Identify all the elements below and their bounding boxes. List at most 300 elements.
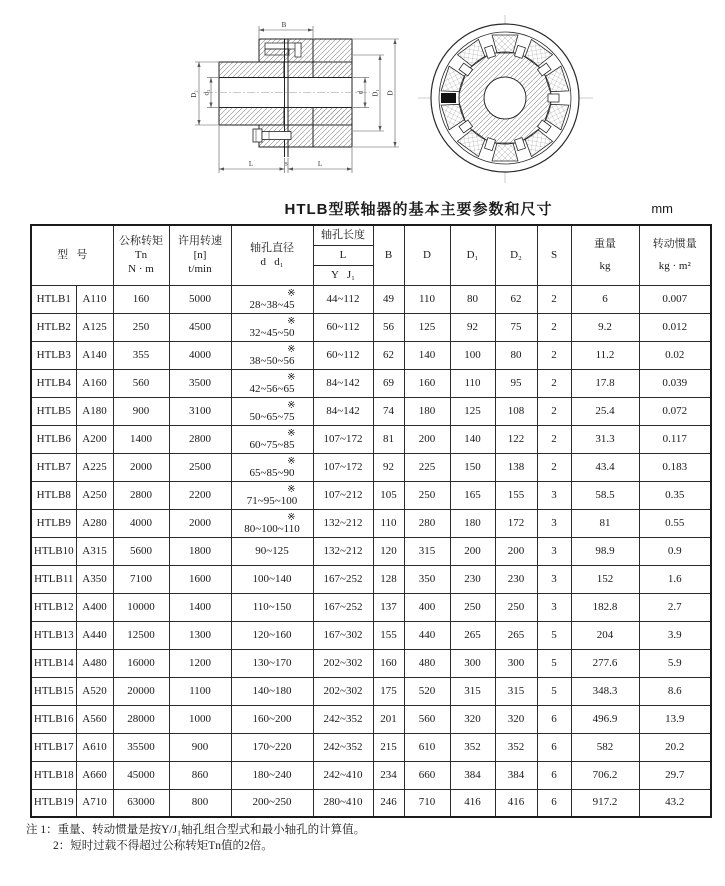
cell-bore-length: 280~410	[313, 789, 373, 817]
cell-B: 137	[373, 593, 404, 621]
cell-S: 3	[537, 593, 571, 621]
cell-bore-diameter: ※ 32~45~50	[231, 313, 313, 341]
cell-model: HTLB3	[31, 341, 76, 369]
cell-S: 2	[537, 313, 571, 341]
cell-S: 3	[537, 481, 571, 509]
cell-D: 250	[404, 481, 450, 509]
cell-D2: 80	[495, 341, 537, 369]
cell-inertia: 0.183	[639, 453, 711, 481]
cell-torque: 63000	[113, 789, 169, 817]
header-torque-line: N · m	[128, 263, 154, 276]
cell-weight: 204	[571, 621, 639, 649]
cell-B: 56	[373, 313, 404, 341]
cell-inertia: 0.012	[639, 313, 711, 341]
header-torque-line: Tn	[134, 249, 148, 262]
cell-model: HTLB2	[31, 313, 76, 341]
cell-S: 2	[537, 341, 571, 369]
cell-bore-length: 107~172	[313, 453, 373, 481]
cell-speed: 1200	[169, 649, 231, 677]
cell-model: HTLB5	[31, 397, 76, 425]
cell-D1: 92	[450, 313, 495, 341]
cell-D1: 180	[450, 509, 495, 537]
cell-bore-diameter: 130~170	[231, 649, 313, 677]
cell-inertia: 0.35	[639, 481, 711, 509]
dim-label-D: D	[386, 90, 395, 96]
cell-speed: 2500	[169, 453, 231, 481]
table-row	[31, 397, 711, 425]
cell-B: 128	[373, 565, 404, 593]
cell-D1: 125	[450, 397, 495, 425]
header-D: D	[404, 225, 450, 285]
header-S: S	[537, 225, 571, 285]
unit-label: mm	[651, 201, 673, 216]
cell-model: HTLB18	[31, 761, 76, 789]
cell-weight: 152	[571, 565, 639, 593]
cell-weight: 348.3	[571, 677, 639, 705]
cell-torque: 45000	[113, 761, 169, 789]
table-row	[31, 649, 711, 677]
table-row	[31, 565, 711, 593]
cell-bore-length: 60~112	[313, 341, 373, 369]
cell-B: 201	[373, 705, 404, 733]
cell-D: 560	[404, 705, 450, 733]
header-inertia	[639, 225, 711, 285]
note-line-2: 2：短时过载不得超过公称转矩Tn值的2倍。	[53, 840, 273, 852]
cell-bore-length: 132~212	[313, 537, 373, 565]
header-bore-diameter-line: d d₁	[260, 256, 284, 269]
cell-weight: 917.2	[571, 789, 639, 817]
header-speed-line: [n]	[193, 249, 207, 262]
cell-D1: 140	[450, 425, 495, 453]
reference-mark: ※	[287, 399, 296, 411]
cell-S: 3	[537, 537, 571, 565]
header-bore-length-YJ1: Y J₁	[313, 265, 373, 285]
cell-B: 69	[373, 369, 404, 397]
cell-weight: 25.4	[571, 397, 639, 425]
cell-weight: 9.2	[571, 313, 639, 341]
cell-size: A200	[76, 425, 113, 453]
cell-size: A710	[76, 789, 113, 817]
header-speed-line: 许用转速	[178, 235, 222, 248]
cell-S: 2	[537, 369, 571, 397]
table-row	[31, 761, 711, 789]
cell-D: 480	[404, 649, 450, 677]
cell-model: HTLB17	[31, 733, 76, 761]
cell-bore-diameter: ※ 80~100~110	[231, 509, 313, 537]
cell-model: HTLB11	[31, 565, 76, 593]
cell-D: 440	[404, 621, 450, 649]
page-title: HTLB型联轴器的基本主要参数和尺寸	[284, 201, 553, 218]
cell-D: 280	[404, 509, 450, 537]
cell-size: A110	[76, 285, 113, 313]
cell-D1: 300	[450, 649, 495, 677]
cell-bore-diameter: 180~240	[231, 761, 313, 789]
cell-size: A520	[76, 677, 113, 705]
cell-size: A140	[76, 341, 113, 369]
cell-D1: 100	[450, 341, 495, 369]
cell-size: A250	[76, 481, 113, 509]
cell-D2: 250	[495, 593, 537, 621]
cell-D1: 320	[450, 705, 495, 733]
cell-bore-length: 107~172	[313, 425, 373, 453]
cell-inertia: 0.02	[639, 341, 711, 369]
cell-bore-diameter: ※ 50~65~75	[231, 397, 313, 425]
cell-bore-length: 167~302	[313, 621, 373, 649]
cell-D: 610	[404, 733, 450, 761]
cell-S: 2	[537, 397, 571, 425]
dim-label-d1: d₁	[202, 89, 211, 96]
cell-D1: 110	[450, 369, 495, 397]
cell-model: HTLB9	[31, 509, 76, 537]
cell-size: A440	[76, 621, 113, 649]
reference-mark: ※	[287, 427, 296, 439]
cell-bore-length: 202~302	[313, 677, 373, 705]
cell-D: 350	[404, 565, 450, 593]
cell-size: A560	[76, 705, 113, 733]
cell-bore-diameter: ※ 60~75~85	[231, 425, 313, 453]
cell-D2: 108	[495, 397, 537, 425]
cell-model: HTLB15	[31, 677, 76, 705]
cell-B: 175	[373, 677, 404, 705]
cell-weight: 277.6	[571, 649, 639, 677]
cell-D1: 315	[450, 677, 495, 705]
cell-torque: 160	[113, 285, 169, 313]
cell-D: 110	[404, 285, 450, 313]
cell-weight: 496.9	[571, 705, 639, 733]
cell-model: HTLB6	[31, 425, 76, 453]
cell-bore-length: 242~352	[313, 733, 373, 761]
cell-D2: 62	[495, 285, 537, 313]
header-torque	[113, 225, 169, 285]
cell-S: 3	[537, 565, 571, 593]
cell-D2: 95	[495, 369, 537, 397]
cell-torque: 16000	[113, 649, 169, 677]
cell-weight: 582	[571, 733, 639, 761]
cell-D2: 315	[495, 677, 537, 705]
cell-model: HTLB4	[31, 369, 76, 397]
reference-mark: ※	[287, 315, 296, 327]
cell-model: HTLB1	[31, 285, 76, 313]
header-speed-line: t/min	[188, 263, 212, 276]
cell-bore-diameter: 200~250	[231, 789, 313, 817]
header-D2: D₂	[495, 225, 537, 285]
cell-S: 6	[537, 733, 571, 761]
cell-size: A125	[76, 313, 113, 341]
cell-speed: 4000	[169, 341, 231, 369]
cell-speed: 3500	[169, 369, 231, 397]
title-row	[0, 198, 725, 224]
cell-B: 215	[373, 733, 404, 761]
cell-D: 710	[404, 789, 450, 817]
reference-mark: ※	[287, 371, 296, 383]
dim-label-B: B	[281, 21, 287, 29]
cell-weight: 17.8	[571, 369, 639, 397]
cell-torque: 35500	[113, 733, 169, 761]
note-line-1: 注 1：重量、转动惯量是按Y/J₁轴孔组合型式和最小轴孔的计算值。	[26, 824, 366, 836]
cell-model: HTLB10	[31, 537, 76, 565]
reference-mark: ※	[287, 287, 296, 299]
cell-weight: 98.9	[571, 537, 639, 565]
reference-mark: ※	[287, 483, 296, 495]
cell-D2: 320	[495, 705, 537, 733]
header-model: 型 号	[31, 225, 113, 285]
cell-bore-length: 60~112	[313, 313, 373, 341]
cell-D1: 150	[450, 453, 495, 481]
header-bore-diameter-line: 轴孔直径	[250, 242, 294, 255]
cell-torque: 28000	[113, 705, 169, 733]
table-row	[31, 369, 711, 397]
table-row	[31, 621, 711, 649]
cell-speed: 860	[169, 761, 231, 789]
cell-S: 3	[537, 509, 571, 537]
header-bore-length: 轴孔长度	[313, 225, 373, 245]
cell-D2: 200	[495, 537, 537, 565]
cell-speed: 1100	[169, 677, 231, 705]
header-inertia-line: 转动惯量	[652, 238, 697, 251]
cell-size: A660	[76, 761, 113, 789]
cell-model: HTLB16	[31, 705, 76, 733]
cell-bore-diameter: 90~125	[231, 537, 313, 565]
cell-model: HTLB12	[31, 593, 76, 621]
header-weight-line: kg	[599, 260, 611, 273]
cell-D1: 416	[450, 789, 495, 817]
cell-inertia: 0.039	[639, 369, 711, 397]
cell-D2: 300	[495, 649, 537, 677]
cell-bore-length: 132~212	[313, 509, 373, 537]
header-weight-line: 重量	[594, 238, 616, 251]
table-header	[31, 225, 711, 285]
cell-size: A160	[76, 369, 113, 397]
cell-weight: 6	[571, 285, 639, 313]
cell-S: 2	[537, 425, 571, 453]
cell-B: 120	[373, 537, 404, 565]
cell-speed: 5000	[169, 285, 231, 313]
cell-D1: 265	[450, 621, 495, 649]
table-row	[31, 677, 711, 705]
cell-size: A315	[76, 537, 113, 565]
cell-D2: 172	[495, 509, 537, 537]
cell-torque: 10000	[113, 593, 169, 621]
cell-bore-length: 44~112	[313, 285, 373, 313]
reference-mark: ※	[287, 511, 296, 523]
cell-D1: 352	[450, 733, 495, 761]
header-torque-line: 公称转矩	[119, 235, 163, 248]
cell-D: 125	[404, 313, 450, 341]
cell-D: 140	[404, 341, 450, 369]
cell-D1: 200	[450, 537, 495, 565]
cell-bore-diameter: 160~200	[231, 705, 313, 733]
cell-D2: 352	[495, 733, 537, 761]
spec-table	[30, 224, 712, 818]
cell-inertia: 0.9	[639, 537, 711, 565]
cell-torque: 900	[113, 397, 169, 425]
cell-B: 110	[373, 509, 404, 537]
cell-B: 49	[373, 285, 404, 313]
cell-speed: 3100	[169, 397, 231, 425]
cell-size: A180	[76, 397, 113, 425]
table-row	[31, 509, 711, 537]
cell-weight: 182.8	[571, 593, 639, 621]
cell-S: 5	[537, 677, 571, 705]
cell-D2: 138	[495, 453, 537, 481]
cell-size: A610	[76, 733, 113, 761]
cell-weight: 43.4	[571, 453, 639, 481]
cell-bore-diameter: 140~180	[231, 677, 313, 705]
cell-D2: 384	[495, 761, 537, 789]
header-weight	[571, 225, 639, 285]
cell-weight: 81	[571, 509, 639, 537]
cell-bore-length: 84~142	[313, 369, 373, 397]
cell-bore-diameter: ※ 65~85~90	[231, 453, 313, 481]
cell-size: A225	[76, 453, 113, 481]
cell-torque: 7100	[113, 565, 169, 593]
cell-D: 200	[404, 425, 450, 453]
cell-bore-diameter: 100~140	[231, 565, 313, 593]
cell-bore-diameter: ※ 38~50~56	[231, 341, 313, 369]
cell-torque: 5600	[113, 537, 169, 565]
cell-torque: 250	[113, 313, 169, 341]
cell-torque: 2000	[113, 453, 169, 481]
cell-D: 315	[404, 537, 450, 565]
cell-speed: 4500	[169, 313, 231, 341]
cell-size: A350	[76, 565, 113, 593]
cell-inertia: 20.2	[639, 733, 711, 761]
cell-speed: 2800	[169, 425, 231, 453]
table-row	[31, 789, 711, 817]
cell-D1: 165	[450, 481, 495, 509]
cell-B: 74	[373, 397, 404, 425]
cell-B: 155	[373, 621, 404, 649]
cell-speed: 1400	[169, 593, 231, 621]
dim-label-S: S	[284, 161, 288, 168]
reference-mark: ※	[287, 455, 296, 467]
header-D1: D₁	[450, 225, 495, 285]
cell-D: 180	[404, 397, 450, 425]
cell-speed: 1300	[169, 621, 231, 649]
cell-bore-diameter: ※ 42~56~65	[231, 369, 313, 397]
cell-B: 92	[373, 453, 404, 481]
cell-inertia: 0.072	[639, 397, 711, 425]
table-row	[31, 425, 711, 453]
cell-bore-diameter: 110~150	[231, 593, 313, 621]
cell-inertia: 0.117	[639, 425, 711, 453]
cell-inertia: 8.6	[639, 677, 711, 705]
cell-inertia: 2.7	[639, 593, 711, 621]
cell-inertia: 5.9	[639, 649, 711, 677]
cell-inertia: 0.55	[639, 509, 711, 537]
cell-model: HTLB19	[31, 789, 76, 817]
cell-bore-length: 167~252	[313, 565, 373, 593]
cell-bore-diameter: 170~220	[231, 733, 313, 761]
dim-label-d: d	[356, 90, 365, 95]
cell-size: A400	[76, 593, 113, 621]
cell-bore-diameter: ※ 28~38~45	[231, 285, 313, 313]
cell-D: 400	[404, 593, 450, 621]
cell-weight: 58.5	[571, 481, 639, 509]
cell-D1: 230	[450, 565, 495, 593]
cell-S: 6	[537, 789, 571, 817]
header-bore-length-L: L	[313, 245, 373, 265]
cell-torque: 20000	[113, 677, 169, 705]
cell-torque: 12500	[113, 621, 169, 649]
cell-inertia: 43.2	[639, 789, 711, 817]
dim-label-D1: D₁	[371, 89, 380, 97]
cell-S: 5	[537, 621, 571, 649]
cell-bore-diameter: 120~160	[231, 621, 313, 649]
header-speed	[169, 225, 231, 285]
cell-D1: 384	[450, 761, 495, 789]
cell-inertia: 13.9	[639, 705, 711, 733]
cell-model: HTLB7	[31, 453, 76, 481]
cell-speed: 1800	[169, 537, 231, 565]
cell-B: 105	[373, 481, 404, 509]
table-row	[31, 537, 711, 565]
cell-B: 81	[373, 425, 404, 453]
header-inertia-line: kg · m²	[658, 260, 691, 273]
cell-speed: 2000	[169, 509, 231, 537]
cell-D: 660	[404, 761, 450, 789]
cell-torque: 2800	[113, 481, 169, 509]
dim-label-L-left: L	[248, 160, 254, 168]
reference-mark: ※	[287, 343, 296, 355]
dim-label-D2: D₂	[190, 90, 198, 98]
cell-D2: 155	[495, 481, 537, 509]
header-B: B	[373, 225, 404, 285]
cell-S: 2	[537, 453, 571, 481]
section-view-drawing	[165, 5, 415, 195]
table-row	[31, 481, 711, 509]
cell-weight: 11.2	[571, 341, 639, 369]
table-row	[31, 733, 711, 761]
cell-speed: 2200	[169, 481, 231, 509]
cell-torque: 4000	[113, 509, 169, 537]
cell-torque: 560	[113, 369, 169, 397]
spec-table-body	[31, 285, 711, 817]
cell-S: 6	[537, 761, 571, 789]
cell-B: 234	[373, 761, 404, 789]
cell-bore-length: 84~142	[313, 397, 373, 425]
cell-model: HTLB14	[31, 649, 76, 677]
table-row	[31, 453, 711, 481]
table-row	[31, 593, 711, 621]
cell-bore-length: 107~212	[313, 481, 373, 509]
cell-D2: 416	[495, 789, 537, 817]
cell-model: HTLB8	[31, 481, 76, 509]
cell-speed: 1600	[169, 565, 231, 593]
cell-torque: 1400	[113, 425, 169, 453]
cell-S: 6	[537, 705, 571, 733]
cell-inertia: 1.6	[639, 565, 711, 593]
front-view-drawing	[418, 15, 593, 183]
cell-bore-diameter: ※ 71~95~100	[231, 481, 313, 509]
cell-B: 160	[373, 649, 404, 677]
dim-label-L-right: L	[317, 160, 323, 168]
cell-inertia: 0.007	[639, 285, 711, 313]
cell-torque: 355	[113, 341, 169, 369]
header-bore-diameter	[231, 225, 313, 285]
technical-drawings	[0, 0, 725, 196]
cell-bore-length: 167~252	[313, 593, 373, 621]
cell-S: 5	[537, 649, 571, 677]
cell-D1: 250	[450, 593, 495, 621]
cell-D2: 265	[495, 621, 537, 649]
cell-bore-length: 242~352	[313, 705, 373, 733]
table-row	[31, 341, 711, 369]
cell-speed: 1000	[169, 705, 231, 733]
cell-speed: 900	[169, 733, 231, 761]
table-row	[31, 705, 711, 733]
cell-bore-length: 242~410	[313, 761, 373, 789]
